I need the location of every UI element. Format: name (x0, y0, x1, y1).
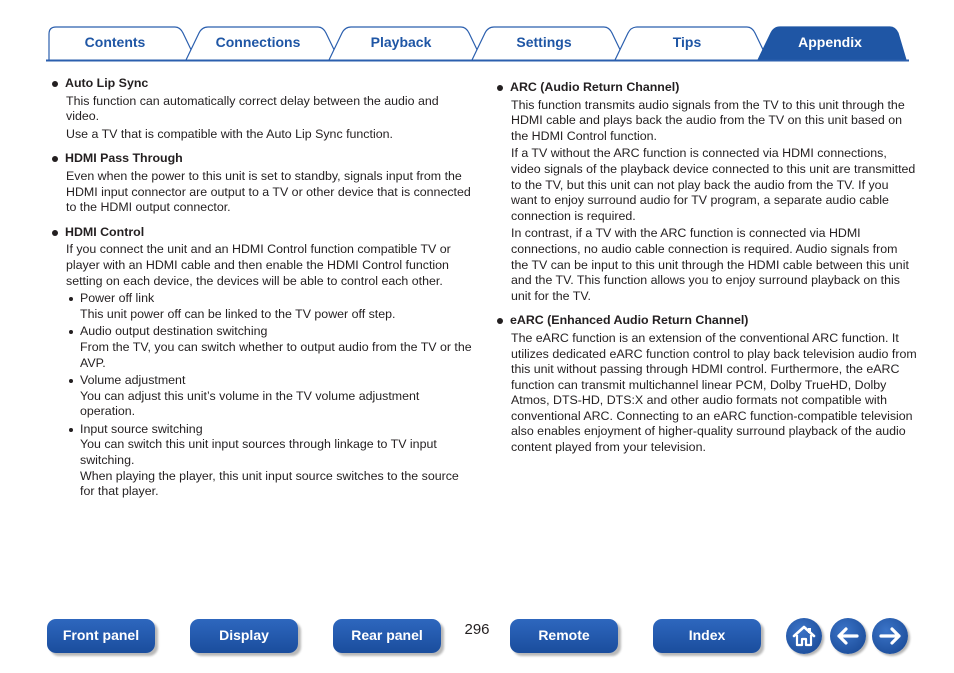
arc-text-3: In contrast, if a TV with the ARC function is connected via HDMI connections, no audio cable connection is required. Audio signals from the TV can be input to this unit through the HDMI cable between this unit and the TV. This function allows you to enjoy surround playback on this unit for the TV. (511, 226, 909, 303)
arc-text-1: This function transmits audio signals from the TV to this unit through the HDMI cable and plays back the audio from the TV on this unit based on the HDMI Control function. (511, 97, 905, 143)
home-icon (786, 618, 822, 654)
auto-lip-sync-section (52, 76, 472, 142)
home-button[interactable] (786, 618, 822, 654)
right-column (497, 80, 917, 465)
left-column (52, 76, 472, 509)
sub-item (66, 373, 472, 420)
auto-lip-sync-text: This function can automatically correct delay between the audio and video. (66, 93, 439, 124)
tab-appendix[interactable]: Appendix (798, 34, 862, 50)
hdmi-control-section (52, 225, 472, 500)
front-panel-button[interactable]: Front panel (47, 619, 155, 653)
sub-item-title: Input source switching (80, 421, 203, 436)
sub-item-text: You can switch this unit input sources through linkage to TV input switching. (80, 437, 437, 468)
tab-connections[interactable]: Connections (215, 34, 301, 50)
sub-item-text: When playing the player, this unit input source switches to the source for that player. (80, 468, 459, 499)
tab-playback[interactable]: Playback (370, 34, 432, 50)
remote-button[interactable]: Remote (510, 619, 618, 653)
back-button[interactable] (830, 618, 866, 654)
tab-tips[interactable]: Tips (672, 34, 702, 50)
display-button[interactable]: Display (190, 619, 298, 653)
auto-lip-sync-note: Use a TV that is compatible with the Auto Lip Sync function. (66, 126, 393, 141)
page-number: 296 (464, 621, 490, 638)
tab-bar (0, 0, 954, 64)
sub-item (66, 324, 472, 371)
forward-arrow-icon (872, 618, 908, 654)
hdmi-pass-through-text: Even when the power to this unit is set to standby, signals input from the HDMI input connector are output to a TV or other device that is connected to the HDMI output connector. (66, 168, 471, 215)
sub-item-title: Power off link (80, 291, 155, 306)
sub-item-text: You can adjust this unit’s volume in the TV volume adjustment operation. (80, 388, 420, 419)
earc-section (497, 313, 917, 455)
arc-text-2: If a TV without the ARC function is connected via HDMI connections, video signals of the playback device connected to this unit are transmitted to the TV, but this unit can not play back the audio from the TV. If you want to enjoy surround audio for TV program, a separate audio cable connection is required. (511, 146, 916, 223)
auto-lip-sync-title: Auto Lip Sync (52, 76, 472, 92)
index-button[interactable]: Index (653, 619, 761, 653)
arc-section (497, 80, 917, 304)
back-arrow-icon (830, 618, 866, 654)
arc-title: ARC (Audio Return Channel) (497, 80, 917, 96)
sub-item-text: From the TV, you can switch whether to output audio from the TV or the AVP. (80, 339, 472, 370)
tab-contents[interactable]: Contents (84, 34, 146, 50)
rear-panel-button[interactable]: Rear panel (333, 619, 441, 653)
forward-button[interactable] (872, 618, 908, 654)
hdmi-pass-through-title: HDMI Pass Through (52, 151, 472, 167)
tab-settings[interactable]: Settings (516, 34, 572, 50)
sub-item-title: Volume adjustment (80, 373, 186, 388)
sub-item (66, 422, 472, 500)
earc-text: The eARC function is an extension of the conventional ARC function. It utilizes dedicated eARC function control to play back television audio from this unit without passing through HDMI control. Furthermore, the eARC function can transmit multichannel linear PCM, Dolby TrueHD, Dolby Atmos, DTS-HD, DTS:X and other audio formats not compatible with conventional ARC. Connecting to an eARC function-compatible television also enables enjoyment of higher-quality surround playback of the audio content played from your television. (511, 330, 917, 455)
sub-item-title: Audio output destination switching (80, 324, 268, 339)
hdmi-pass-through-section (52, 151, 472, 215)
sub-item-text: This unit power off can be linked to the TV power off step. (80, 306, 396, 321)
hdmi-control-text: If you connect the unit and an HDMI Control function compatible TV or player with an HDMI cable and then enable the HDMI Control function setting on each device, the devices will be able to control each other. (66, 242, 451, 288)
earc-title: eARC (Enhanced Audio Return Channel) (497, 313, 917, 329)
hdmi-control-title: HDMI Control (52, 225, 472, 241)
sub-item (66, 291, 472, 322)
